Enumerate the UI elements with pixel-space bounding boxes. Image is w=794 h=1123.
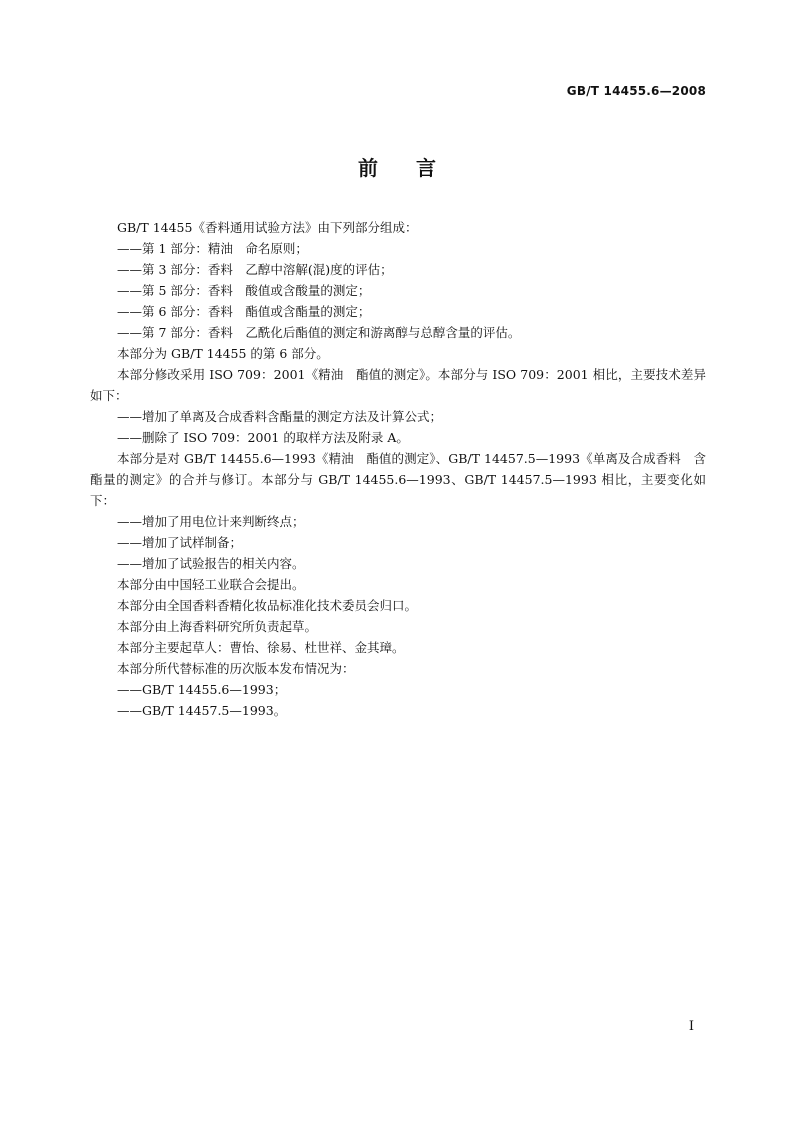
- paragraph: 本部分为 GB/T 14455 的第 6 部分。: [117, 346, 329, 361]
- paragraph: 本部分所代替标准的历次版本发布情况为：: [117, 661, 355, 676]
- paragraph: 本部分是对 GB/T 14455.6—1993《精油 酯值的测定》、GB/T 14457.5—1993《单离及合成香料 含酯量的测定》的合并与修订。本部分与 GB/T 14455.6—1993、GB/T 14457.5—1993 相比，主要变化如下：: [90, 451, 706, 508]
- standard-code-header: GB/T 14455.6—2008: [566, 84, 706, 98]
- list-item: ——第 1 部分：精油 命名原则；: [117, 241, 308, 256]
- list-item: ——GB/T 14455.6—1993；: [117, 682, 287, 697]
- list-item: ——增加了用电位计来判断终点；: [117, 514, 305, 529]
- paragraph: 本部分由上海香料研究所负责起草。: [117, 619, 318, 634]
- page-number: I: [688, 1019, 694, 1034]
- list-item: ——第 6 部分：香料 酯值或含酯量的测定；: [117, 304, 371, 319]
- list-item: ——第 5 部分：香料 酸值或含酸量的测定；: [117, 283, 371, 298]
- foreword-body: [90, 217, 706, 721]
- paragraph: 本部分由全国香料香精化妆品标准化技术委员会归口。: [117, 598, 418, 613]
- paragraph: GB/T 14455《香料通用试验方法》由下列部分组成：: [117, 220, 418, 235]
- paragraph: 本部分修改采用 ISO 709：2001《精油 酯值的测定》。本部分与 ISO 709：2001 相比，主要技术差异如下：: [90, 367, 706, 403]
- list-item: ——第 7 部分：香料 乙酰化后酯值的测定和游离醇与总醇含量的评估。: [117, 325, 521, 340]
- paragraph: 本部分主要起草人：曹怡、徐易、杜世祥、金其璋。: [117, 640, 405, 655]
- paragraph: 本部分由中国轻工业联合会提出。: [117, 577, 305, 592]
- list-item: ——第 3 部分：香料 乙醇中溶解(混)度的评估；: [117, 262, 393, 277]
- list-item: ——增加了试验报告的相关内容。: [117, 556, 305, 571]
- list-item: ——增加了试样制备；: [117, 535, 243, 550]
- list-item: ——增加了单离及合成香料含酯量的测定方法及计算公式；: [117, 409, 443, 424]
- list-item: ——删除了 ISO 709：2001 的取样方法及附录 A。: [117, 430, 409, 445]
- list-item: ——GB/T 14457.5—1993。: [117, 703, 287, 718]
- page-title: 前言: [358, 156, 474, 180]
